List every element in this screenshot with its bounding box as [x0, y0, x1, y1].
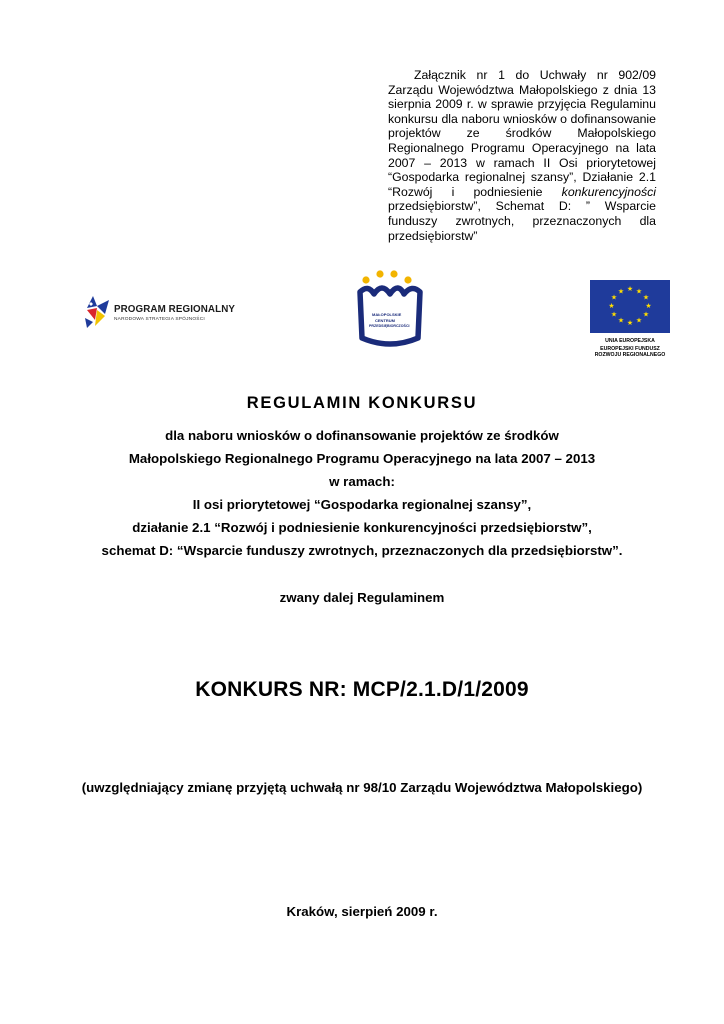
svg-text:★: ★ [635, 316, 643, 325]
subtitle-line-5: działanie 2.1 “Rozwój i podniesienie konkurencyjności przedsiębiorstw”, [132, 520, 592, 535]
svg-text:★: ★ [617, 287, 625, 296]
subtitle-line-4: II osi priorytetowej “Gospodarka regionalnej szansy”, [192, 497, 532, 512]
svg-text:★: ★ [626, 319, 634, 327]
subtitle-line-6: schemat D: “Wsparcie funduszy zwrotnych, przeznaczonych dla przedsiębiorstw”. [101, 543, 623, 558]
document-title: REGULAMIN KONKURSU [246, 394, 478, 412]
svg-text:★: ★ [610, 293, 618, 302]
mcp-line2: CENTRUM [375, 318, 395, 323]
mcp-line1: MAŁOPOLSKIE [372, 312, 402, 317]
amendment-note: (uwzględniający zmianę przyjętą uchwałą nr 98/10 Zarządu Województwa Małopolskiego) [81, 780, 643, 795]
eu-flag-icon [590, 280, 670, 333]
eu-line2: EUROPEJSKI FUNDUSZ [600, 346, 660, 352]
annex-note [388, 68, 656, 243]
place-date: Kraków, sierpień 2009 r. [286, 904, 438, 919]
annex-text-after: przedsiębiorstw”, Schemat D: ” Wsparcie funduszy zwrotnych, przeznaczonych dla przedsiębiorstw” [388, 199, 656, 243]
mcp-logo [354, 268, 430, 350]
subtitle-line-2: Małopolskiego Regionalnego Programu Operacyjnego na lata 2007 – 2013 [128, 451, 596, 466]
program-regionalny-line1: PROGRAM REGIONALNY [114, 304, 235, 315]
svg-text:★: ★ [626, 285, 634, 293]
svg-text:★: ★ [610, 310, 618, 319]
subtitle-line-1: dla naboru wniosków o dofinansowanie projektów ze środków [165, 428, 559, 443]
svg-text:★: ★ [608, 302, 615, 310]
subtitle-line-3: w ramach: [329, 474, 395, 489]
svg-text:★: ★ [635, 287, 643, 296]
program-regionalny-logo [83, 294, 233, 330]
svg-text:★: ★ [645, 302, 652, 310]
annex-text-before: Załącznik nr 1 do Uchwały nr 902/09 Zarządu Województwa Małopolskiego z dnia 13 sierpnia 2009 r. w sprawie przyjęcia Regulaminu konkursu dla naboru wniosków o dofinansowanie projektów ze środków Małopolskiego Regionalnego Programu Operacyjnego na lata 2007 – 2013 w ramach II Osi priorytetowej “Gospodarka regionalnej szansy”, Działanie 2.1 “Rozwój i podniesienie [388, 68, 656, 199]
svg-text:★: ★ [642, 293, 650, 302]
svg-text:★: ★ [642, 310, 650, 319]
contest-number: KONKURS NR: MCP/2.1.D/1/2009 [195, 678, 529, 701]
program-regionalny-emblem-icon [83, 294, 111, 330]
eu-line1: UNIA EUROPEJSKA [605, 338, 655, 344]
called-regulamin: zwany dalej Regulaminem [279, 590, 445, 605]
annex-text-italic: konkurencyjności [561, 184, 656, 199]
eu-line3: ROZWOJU REGIONALNEGO [594, 352, 666, 358]
mcp-crown-icon [354, 268, 430, 350]
mcp-line3: PRZEDSIĘBIORCZOŚCI [369, 324, 410, 328]
svg-text:★: ★ [617, 316, 625, 325]
program-regionalny-line2: NARODOWA STRATEGIA SPÓJNOŚCI [114, 317, 205, 322]
eu-logo [586, 280, 676, 366]
